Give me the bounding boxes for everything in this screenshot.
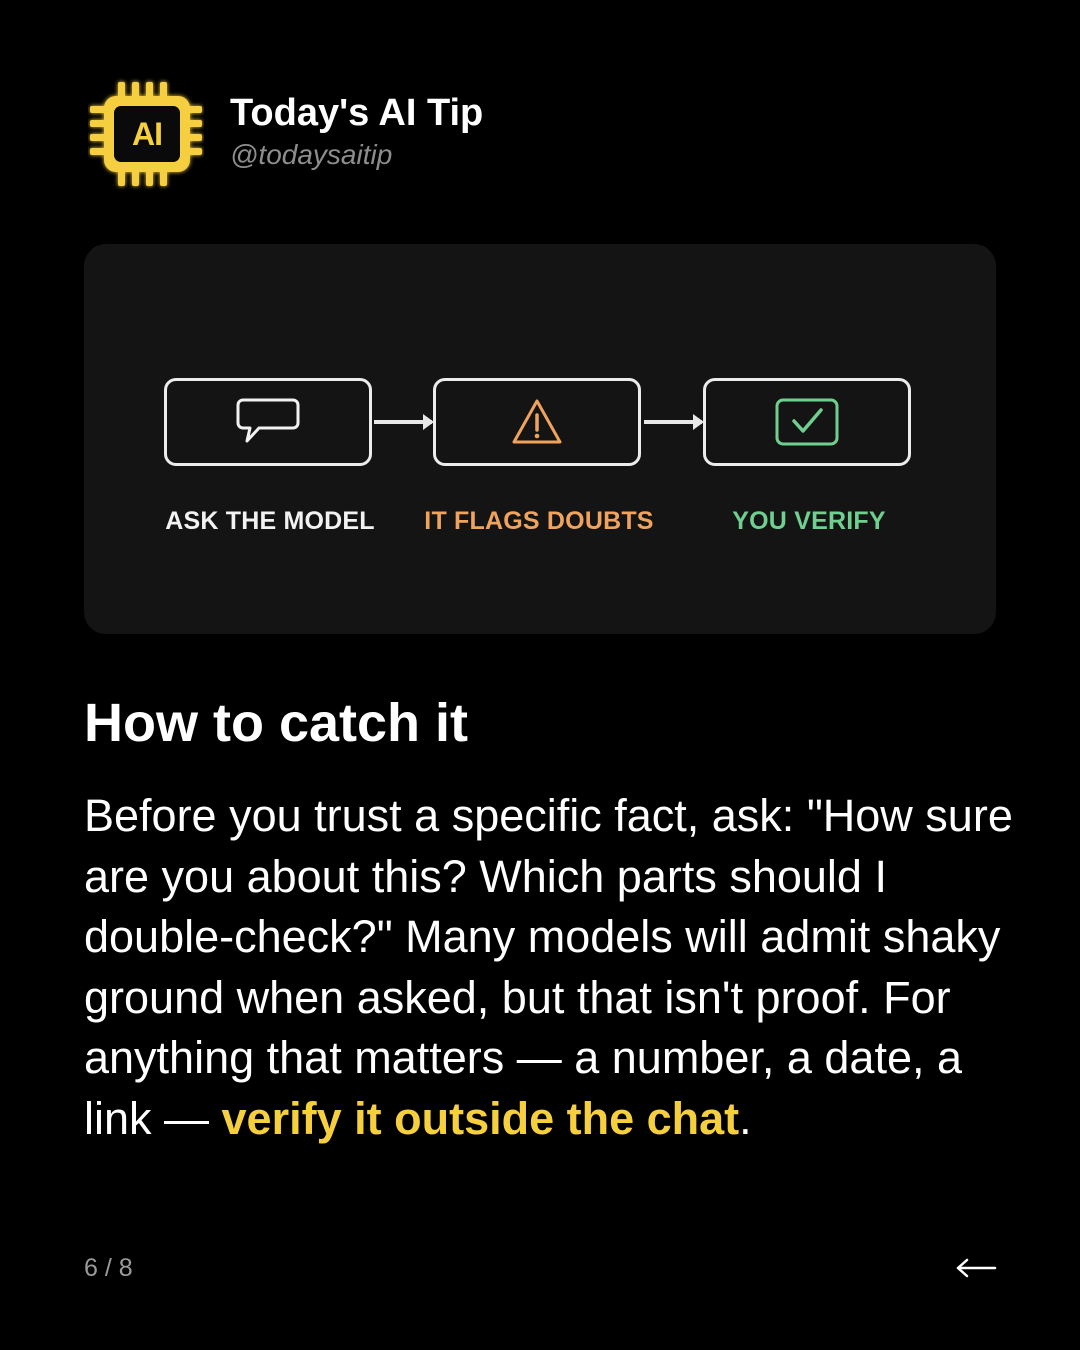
header [88, 76, 483, 192]
connector-arrow-2 [644, 420, 702, 424]
back-arrow-button[interactable] [954, 1250, 998, 1286]
tip-body-text [84, 786, 1014, 1149]
step-box-ask [164, 378, 372, 466]
speech-bubble-icon [235, 397, 301, 447]
brand-info [230, 91, 483, 173]
step-label-flag: IT FLAGS DOUBTS [424, 507, 654, 535]
arrow-left-icon [954, 1250, 998, 1286]
checkbox-check-icon [774, 397, 840, 447]
warning-triangle-icon [511, 398, 563, 446]
connector-arrow-1 [374, 420, 432, 424]
step-label-ask: ASK THE MODEL [165, 507, 375, 535]
step-box-flag [433, 378, 641, 466]
tip-body-highlight: verify it outside the chat [221, 1092, 740, 1144]
logo-text: AI [132, 115, 162, 152]
page-counter: 6 / 8 [84, 1254, 133, 1282]
ai-chip-logo [88, 76, 204, 192]
step-box-verify [703, 378, 911, 466]
step-label-verify: YOU VERIFY [732, 507, 886, 535]
tip-body-end: . [739, 1092, 752, 1144]
process-diagram-card [84, 244, 996, 634]
tip-body-plain: Before you trust a specific fact, ask: "How sure are you about this? Which parts should I double-check?" Many models will admit shaky ground when asked, but that isn't proof. For anything that matters — a number, a date, a link — [84, 790, 1013, 1144]
section-heading: How to catch it [84, 693, 469, 753]
brand-title: Today's AI Tip [230, 92, 484, 134]
brand-handle: @todaysaitip [230, 139, 393, 170]
